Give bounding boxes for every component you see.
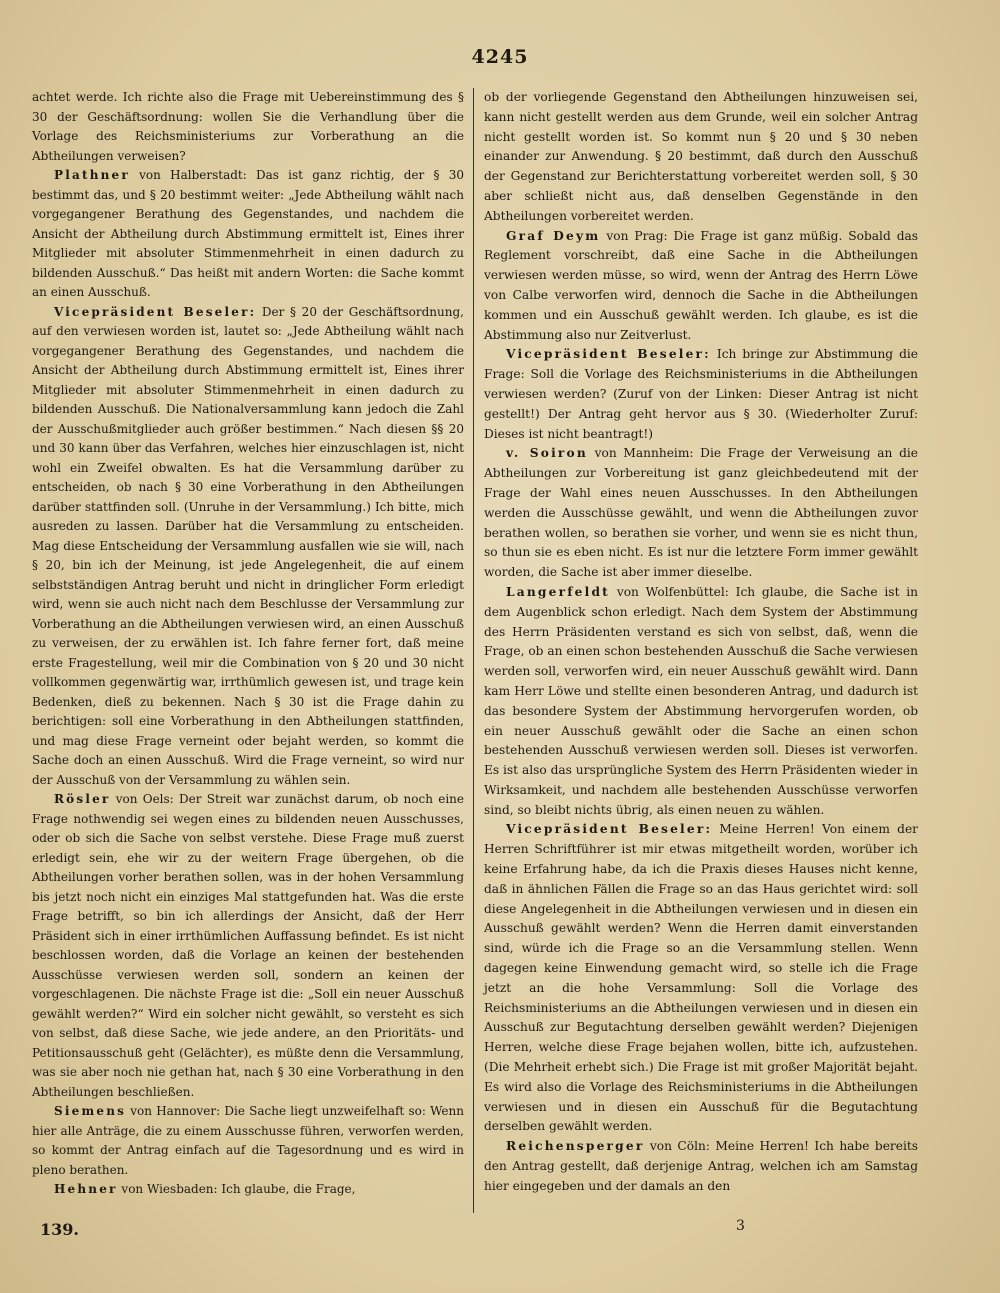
paragraph (32, 88, 464, 166)
paragraph-text: ob der vorliegende Gegenstand den Abtheilungen hinzuweisen sei, kann nicht gestellt werden aus dem Grunde, weil ein solcher Antrag nicht gestellt worden ist. So kommt nun § 20 und § 30 neben einander zur Anwendung. § 20 bestimmt, daß durch den Ausschuß der Gegenstand zur Berichterstattung vorbereitet werden soll, § 30 aber schließt nicht aus, daß denselben Gegenstände in den Abtheilungen vorbereitet werden. (484, 90, 918, 223)
paragraph-text: von Hannover: Die Sache liegt unzweifelhaft so: Wenn hier alle Anträge, die zu einem Ausschusse führen, verworfen werden, so kommt der Antrag einfach auf die Tagesordnung und es wird in pleno berathen. (32, 1104, 464, 1177)
paragraph-text: von Halberstadt: Das ist ganz richtig, der § 30 bestimmt das, und § 20 bestimmt weiter: „Jede Abtheilung wählt nach vorgegangener Berathung des Gegenstandes, und nachdem die Ansicht der Abtheilung durch Abstimmung ermittelt ist, Eines ihrer Mitglieder mit absoluter Stimmenmehrheit in einen dadurch zu bildenden Ausschuß.“ Das heißt mit andern Worten: die Sache kommt an einen Ausschuß. (32, 168, 464, 299)
speaker-name: Vicepräsident Beseler: (506, 347, 711, 362)
speaker-name: Rösler (54, 792, 111, 806)
page-number: 4245 (471, 46, 529, 68)
speaker-name: Plathner (54, 168, 130, 182)
paragraph (484, 1137, 918, 1196)
paragraph (32, 303, 464, 791)
paragraph-text: Meine Herren! Von einem der Herren Schriftführer ist mir etwas mitgetheilt worden, worüber ich keine Erfahrung habe, da ich die Praxis dieses Hauses nicht kenne, daß in ähnlichen Fällen die Frage so an das Haus gerichtet wird: soll diese Angelegenheit in die Abtheilungen verwiesen und in diesen ein Ausschuß gewählt werden? Wenn die Herren damit einverstanden sind, würde ich die Frage so an die Versammlung stellen. Wenn dagegen keine Einwendung gemacht wird, so stelle ich die Frage jetzt an die hohe Versammlung: Soll die Vorlage des Reichsministeriums an die Abtheilungen verwiesen und in diesen ein Ausschuß zur Begutachtung derselben gewählt werden? Diejenigen Herren, welche diese Frage bejahen wollen, bitte ich, aufzustehen. (Die Mehrheit erhebt sich.) Die Frage ist mit großer Majorität bejaht. Es wird also die Vorlage des Reichsministeriums in die Abtheilungen verwiesen und in diesen ein Ausschuß für die Begutachtung derselben gewählt werden. (484, 822, 919, 1134)
signature-mark: 3 (736, 1218, 745, 1234)
paragraph-text: von Wolfenbüttel: Ich glaube, die Sache ist in dem Augenblick schon erledigt. Nach dem System der Abstimmung des Herrn Präsidenten verstand es sich von selbst, daß, wenn die Frage, ob an einen schon bestehenden Ausschuß die Sache verwiesen werden soll, verworfen wird, ein neuer Ausschuß gewählt wird. Dann kam Herr Löwe und stellte einen besonderen Antrag, und dadurch ist das besondere System der Abstimmung hervorgerufen worden, ob ein neuer Ausschuß gewählt oder die Sache an einen schon bestehenden Ausschuß verwiesen werden soll. Dieses ist verworfen. Es ist also das ursprüngliche System des Herrn Präsidenten wieder in Wirksamkeit, und nachdem alle bestehenden Ausschüsse verworfen sind, so bleibt nichts übrig, als einen neuen zu wählen. (484, 584, 919, 817)
paragraph-text: von Wiesbaden: Ich glaube, die Frage, (121, 1182, 356, 1196)
paragraph-text: von Cöln: Meine Herren! Ich habe bereits den Antrag gestellt, daß derjenige Antrag, welchen ich am Samstag hier eingegeben und der damals an den (484, 1139, 918, 1193)
right-column (484, 88, 918, 1197)
paragraph (484, 345, 918, 444)
paragraph (32, 790, 464, 1102)
paragraph-text: Ich bringe zur Abstimmung die Frage: Soll die Vorlage des Reichsministeriums in die Abtheilungen verwiesen werden? (Zuruf von der Linken: Dieser Antrag ist nicht gestellt!) Der Antrag geht hervor aus § 30. (Wiederholter Zuruf: Dieses ist nicht beantragt!) (484, 347, 919, 441)
paragraph-text: von Oels: Der Streit war zunächst darum, ob noch eine Frage nothwendig sei wegen eines zu bildenden neuen Ausschusses, oder ob sich die Sache von selbst verstehe. Diese Frage muß zuerst erledigt sein, ehe wir zu der weitern Frage übergehen, ob die Abtheilungen vorher berathen sollen, was in der hohen Versammlung bis jetzt noch nicht ein einziges Mal stattgefunden hat. Was die erste Frage betrifft, so bin ich allerdings der Ansicht, daß der Herr Präsident sich in einer irrthümlichen Auffassung befindet. Es ist nicht beschlossen worden, daß die Vorlage an keinen der bestehenden Ausschüsse verwiesen werden soll, sondern an keinen der vorgeschlagenen. Die nächste Frage ist die: „Soll ein neuer Ausschuß gewählt werden?“ Wird ein solcher nicht gewählt, so versteht es sich von selbst, daß diese Sache, wie jede andere, an den Prioritäts- und Petitionsausschuß geht (Gelächter), es müßte denn die Versammlung, was sie aber noch nie gethan hat, nach § 30 eine Vorberathung in den Abtheilungen beschließen. (32, 792, 464, 1099)
speaker-name: Reichensperger (506, 1139, 645, 1154)
left-column (32, 88, 464, 1200)
speaker-name: Vicepräsident Beseler: (506, 822, 713, 837)
speaker-name: Vicepräsident Beseler: (54, 304, 257, 319)
speaker-name: Graf Deym (506, 228, 601, 243)
speaker-name: v. Soiron (506, 446, 588, 461)
paragraph (32, 1102, 464, 1180)
paragraph (484, 583, 918, 821)
column-divider (473, 88, 474, 1213)
paragraph-text: von Prag: Die Frage ist ganz müßig. Sobald das Reglement vorschreibt, daß eine Sache in die Abtheilungen verwiesen werden müsse, so wird, wenn der Antrag des Herrn Löwe von Calbe verworfen wird, dennoch die Sache in die Abtheilungen kommen und ein Ausschuß gewählt werden. Ich glaube, es ist die Abstimmung also nur Zeitverlust. (484, 228, 919, 342)
paragraph (484, 227, 918, 346)
paragraph-text: von Mannheim: Die Frage der Verweisung an die Abtheilungen zur Vorbereitung ist ganz gleichbedeutend mit der Frage der Wahl eines neuen Ausschusses. In den Abtheilungen werden die Ausschüsse gewählt, und wenn die Abtheilungen zuvor berathen wollen, so berathen sie vorher, und wenn sie es nicht thun, so thun sie es eben nicht. Es ist nur die letztere Form immer gewählt worden, die Sache ist aber immer dieselbe. (484, 446, 918, 580)
paragraph (484, 88, 918, 227)
speaker-name: Hehner (54, 1182, 118, 1196)
paragraph (484, 444, 918, 583)
paragraph (484, 820, 918, 1137)
sheet-number: 139. (40, 1220, 79, 1239)
speaker-name: Siemens (54, 1104, 127, 1118)
paragraph (32, 1180, 464, 1200)
paragraph-text: achtet werde. Ich richte also die Frage mit Uebereinstimmung des § 30 der Geschäftsordnung: wollen Sie die Verhandlung über die Vorlage des Reichsministeriums zur Vorberathung an die Abtheilungen verweisen? (32, 90, 464, 163)
paragraph (32, 166, 464, 303)
paragraph-text: Der § 20 der Geschäftsordnung, auf den verwiesen worden ist, lautet so: „Jede Abtheilung wählt nach vorgegangener Berathung des Gegenstandes, und nachdem die Ansicht der Abtheilung durch Abstimmung ermittelt ist, Eines ihrer Mitglieder mit absoluter Stimmenmehrheit in einen dadurch zu bildenden Ausschuß. Die Nationalversammlung kann jedoch die Zahl der Ausschußmitglieder auch größer bestimmen.“ Nach diesen §§ 20 und 30 kann über das Verfahren, welches hier einzuschlagen ist, nicht wohl ein Zweifel obwalten. Es hat die Versammlung darüber zu entscheiden, ob nach § 30 eine Vorberathung in den Abtheilungen darüber stattfinden soll. (Unruhe in der Versammlung.) Ich bitte, mich ausreden zu lassen. Darüber hat die Versammlung zu entscheiden. Mag diese Entscheidung der Versammlung ausfallen wie sie will, nach § 20, bin ich der Meinung, ist jede Angelegenheit, die auf einem selbstständigen Antrag beruht und nicht in dringlicher Form erledigt wird, wenn sie auch nicht nach dem Beschlusse der Versammlung zur Vorberathung an die Abtheilungen verwiesen wird, an einen Ausschuß zu verweisen, der zu erwählen ist. Ich fahre ferner fort, daß meine erste Fragestellung, weil mir die Combination von § 20 und 30 nicht vollkommen gegenwärtig war, irrthümlich gewesen ist, und trage kein Bedenken, dieß zu bekennen. Nach § 30 ist die Frage dahin zu berichtigen: soll eine Vorberathung in den Abtheilungen stattfinden, und mag diese Frage verneint oder bejaht werden, so kommt die Sache doch an einen Ausschuß. Wird die Frage verneint, so wird nur der Ausschuß von der Versammlung zu wählen sein. (32, 304, 464, 787)
speaker-name: Langerfeldt (506, 584, 611, 599)
